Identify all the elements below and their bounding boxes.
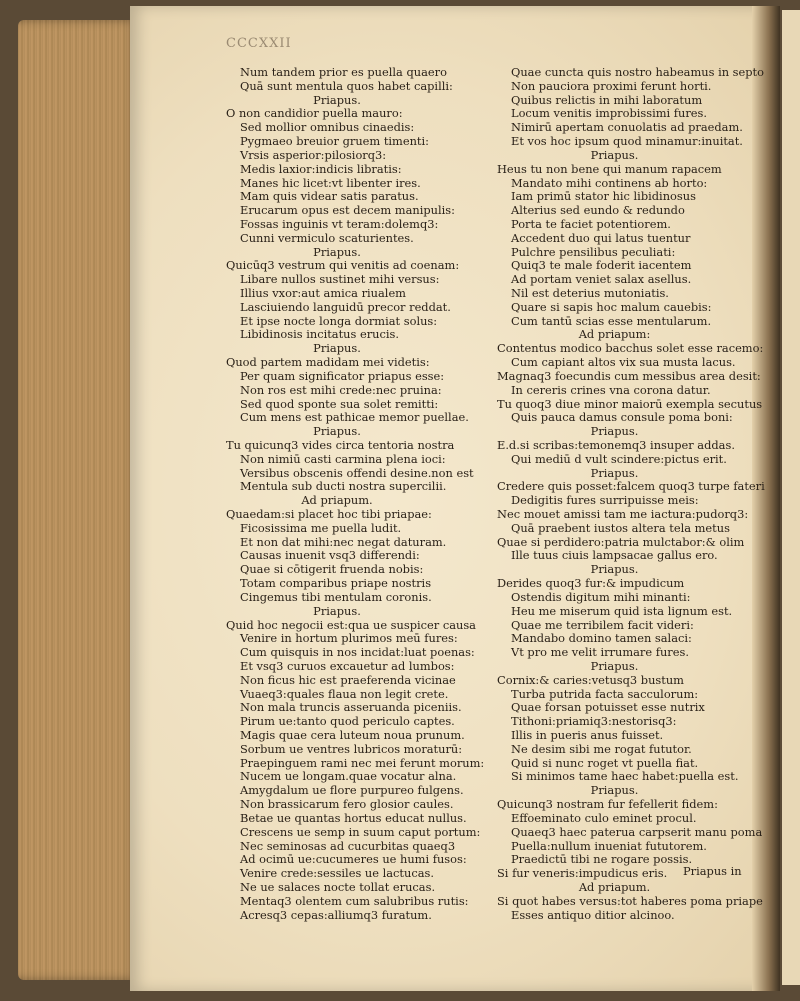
verse-line: Dedigitis fures surripuisse meis:	[511, 493, 699, 508]
verse-line: Venire crede:sessiles ue lactucas.	[240, 866, 434, 881]
verse-line: Vuaeq3:quales flaua non legit crete.	[240, 686, 449, 701]
verse-line: Cingemus tibi mentulam coronis.	[240, 589, 432, 604]
verse-line: Quae me terribilem facit videri:	[511, 617, 694, 632]
verse-line: Vt pro me velit irrumare fures.	[511, 645, 689, 660]
verse-line: Cornix:& caries:vetusq3 bustum	[497, 672, 684, 687]
verse-line: Non ros est mihi crede:nec pruina:	[240, 382, 442, 397]
verse-line: Nimirū apertam conuolatis ad praedam.	[511, 120, 743, 135]
verse-line: Amygdalum ue flore purpureo fulgens.	[240, 783, 464, 798]
verse-line: Quae cuncta quis nostro habeamus in septo	[511, 65, 764, 79]
left-text-column	[226, 66, 488, 922]
verse-line: Ille tuus ciuis lampsacae gallus ero.	[511, 548, 718, 563]
verse-line: Derides quoq3 fur:& impudicum	[497, 576, 685, 591]
section-heading: Priapus.	[590, 147, 639, 162]
verse-line: Causas inuenit vsq3 differendi:	[240, 548, 420, 563]
section-heading: Priapus.	[313, 603, 361, 618]
verse-line: Pirum ue:tanto quod periculo captes.	[240, 714, 455, 729]
verse-line: Ficosissima me puella ludit.	[240, 520, 402, 535]
section-heading: Priapus.	[313, 341, 361, 356]
verse-line: Quā sunt mentula quos habet capilli:	[240, 78, 453, 93]
verse-line: Betae ue quantas hortus educat nullus.	[240, 810, 467, 825]
verse-line: Totam comparibus priape nostris	[240, 576, 432, 591]
verse-line: Illis in pueris anus fuisset.	[511, 728, 664, 742]
verse-line: E.d.si scribas:temonemq3 insuper addas.	[497, 437, 735, 452]
verse-line: Acresq3 cepas:alliumq3 furatum.	[240, 907, 432, 922]
verse-line: Tu quoq3 diue minor maiorū exempla secutus	[497, 396, 763, 411]
verse-line: Mandato mihi continens ab horto:	[511, 175, 708, 190]
verse-line: Nil est deterius mutoniatis.	[511, 286, 669, 300]
verse-line: Illius vxor:aut amica riualem	[240, 286, 406, 300]
verse-line: Manes hic licet:vt libenter ires.	[240, 175, 421, 190]
verse-line: Mentula sub ducti nostra supercilii.	[240, 479, 447, 494]
verse-line: Cunni vermiculo scaturientes.	[240, 230, 414, 245]
verse-line: Lasciuiendo languidū precor reddat.	[240, 299, 451, 314]
verse-line: Ad portam veniet salax asellus.	[511, 272, 692, 287]
verse-line: Contentus modico bacchus solet esse racemo:	[497, 341, 764, 356]
verse-line: Tithoni:priamiq3:nestorisq3:	[511, 714, 677, 729]
verse-line: Magnaq3 foecundis cum messibus area desit:	[497, 368, 761, 383]
folio-number: CCCXXII	[226, 36, 292, 51]
verse-line: Quicūq3 vestrum qui venitis ad coenam:	[226, 258, 460, 273]
verse-line: Ad ocimū ue:cucumeres ue humi fusos:	[240, 852, 467, 867]
right-text-column	[497, 66, 772, 922]
verse-line: Quod partem madidam mei videtis:	[226, 355, 430, 370]
section-heading: Ad priapum:	[578, 327, 651, 342]
verse-line: Versibus obscenis offendi desine.non est	[240, 465, 474, 480]
verse-line: Et non dat mihi:nec negat daturam.	[240, 534, 447, 549]
verse-line: Sorbum ue ventres lubricos moraturū:	[240, 741, 463, 756]
verse-line: Ostendis digitum mihi minanti:	[511, 589, 691, 604]
verse-line: Quaedam:si placet hoc tibi priapae:	[226, 507, 432, 521]
verse-line: Medis laxior:indicis libratis:	[240, 161, 402, 176]
section-heading: Ad priapum.	[301, 493, 373, 508]
section-heading: Priapus.	[590, 465, 639, 480]
verse-line: Porta te faciet potentiorem.	[511, 216, 671, 231]
verse-line: Esses antiquo ditior alcinoo.	[511, 907, 675, 922]
verse-line: Nec seminosas ad cucurbitas quaeq3	[240, 838, 456, 853]
section-heading: Priapus.	[590, 424, 639, 439]
verse-line: Cum tantū scias esse mentularum.	[511, 313, 712, 328]
verse-line: Iam primū stator hic libidinosus	[511, 189, 696, 204]
verse-line: Fossas inguinis vt teram:dolemq3:	[240, 216, 439, 231]
section-heading: Priapus.	[313, 92, 361, 107]
verse-line: Pygmaeo breuior gruem timenti:	[240, 134, 429, 149]
verse-line: Accedent duo qui latus tuentur	[511, 230, 691, 245]
book-page-edge	[18, 20, 138, 980]
verse-line: Quicunq3 nostram fur fefellerit fidem:	[497, 797, 718, 812]
verse-line: Puella:nullum inueniat fututorem.	[511, 838, 707, 853]
verse-line: Crescens ue semp in suum caput portum:	[240, 824, 481, 839]
verse-line: Quā praebent iustos altera tela metus	[511, 520, 730, 535]
verse-line: Libidinosis incitatus erucis.	[240, 327, 399, 342]
verse-line: Et ipse nocte longa dormiat solus:	[240, 313, 438, 328]
verse-line: Cum mens est pathicae memor puellae.	[240, 410, 469, 425]
verse-line: Sed mollior omnibus cinaedis:	[240, 120, 415, 135]
verse-line: Heus tu non bene qui manum rapacem	[497, 161, 722, 176]
verse-line: O non candidior puella mauro:	[226, 106, 403, 121]
verse-line: Mam quis videar satis paratus.	[240, 189, 419, 204]
verse-line: Alterius sed eundo & redundo	[511, 203, 685, 218]
verse-line: Non mala truncis asseruanda piceniis.	[240, 700, 462, 715]
verse-line: Venire in hortum plurimos meū fures:	[240, 631, 458, 646]
section-heading: Priapus.	[313, 244, 361, 259]
verse-line: Praedictū tibi ne rogare possis.	[511, 852, 693, 867]
verse-line: Effoeminato culo eminet procul.	[511, 810, 697, 825]
verse-line: Cum quisquis in nos incidat:luat poenas:	[240, 645, 475, 660]
verse-line: Quiq3 te male foderit iacentem	[511, 258, 692, 273]
section-heading: Priapus.	[313, 424, 361, 439]
verse-line: Cum capiant altos vix sua musta lacus.	[511, 355, 736, 370]
verse-line: Si fur veneris:impudicus eris.	[497, 866, 668, 881]
verse-line: Et vsq3 curuos excauetur ad lumbos:	[240, 658, 455, 673]
verse-line: Turba putrida facta sacculorum:	[511, 686, 699, 701]
verse-line: Vrsis asperior:pilosiorq3:	[240, 147, 387, 162]
verse-line: Quis pauca damus consule poma boni:	[511, 410, 733, 425]
verse-line: Credere quis posset:falcem quoq3 turpe fateri	[497, 479, 765, 494]
verse-line: Ne desim sibi me rogat fututor.	[511, 741, 692, 756]
verse-line: Per quam significator priapus esse:	[240, 368, 445, 383]
verse-line: Locum venitis improbissimi fures.	[511, 106, 707, 121]
section-heading: Priapus.	[590, 783, 639, 798]
verse-line: Heu me miserum quid ista lignum est.	[511, 603, 733, 618]
verse-line: Si minimos tame haec habet:puella est.	[511, 769, 739, 784]
verse-line: Quare si sapis hoc malum cauebis:	[511, 299, 712, 314]
verse-line: Quid si nunc roget vt puella fiat.	[511, 755, 699, 770]
verse-line: Mandabo domino tamen salaci:	[511, 631, 692, 646]
verse-line: Non brassicarum fero glosior caules.	[240, 797, 454, 812]
section-heading: Ad priapum.	[578, 879, 651, 894]
verse-line: Quae si cōtigerit fruenda nobis:	[240, 562, 424, 577]
verse-line: Pulchre pensilibus peculiati:	[511, 244, 676, 259]
verse-line: Non nimiū casti carmina plena ioci:	[240, 451, 446, 466]
section-heading: Priapus.	[590, 658, 639, 673]
section-heading: Priapus.	[590, 562, 639, 577]
verse-line: Quaeq3 haec paterua carpserit manu poma	[511, 824, 763, 839]
verse-line: Praepinguem rami nec mei ferunt morum:	[240, 755, 485, 770]
verse-line: Magis quae cera luteum noua prunum.	[240, 728, 465, 742]
verse-line: Erucarum opus est decem manipulis:	[240, 203, 455, 218]
verse-line: Si quot habes versus:tot haberes poma priape	[497, 893, 763, 908]
verse-line: Ne ue salaces nocte tollat erucas.	[240, 879, 436, 894]
verse-line: Et vos hoc ipsum quod minamur:inuitat.	[511, 134, 743, 149]
verse-line: Libare nullos sustinet mihi versus:	[240, 272, 440, 287]
verse-line: Non ficus hic est praeferenda vicinae	[240, 672, 456, 687]
verse-line: Tu quicunq3 vides circa tentoria nostra	[226, 437, 455, 452]
facing-page-edge	[782, 10, 800, 985]
verse-line: Non pauciora proximi ferunt horti.	[511, 78, 712, 93]
verse-line: Quae si perdidero:patria mulctabor:& olim	[497, 534, 745, 549]
verse-line: Mentaq3 olentem cum salubribus rutis:	[240, 893, 469, 908]
verse-line: In cereris crines vna corona datur.	[511, 382, 711, 397]
verse-line: Quibus relictis in mihi laboratum	[511, 92, 703, 107]
verse-line: Qui mediū d vult scindere:pictus erit.	[511, 451, 727, 466]
verse-line: Nec mouet amissi tam me iactura:pudorq3:	[497, 507, 749, 521]
verse-line: Sed quod sponte sua solet remitti:	[240, 396, 439, 411]
catchword: Priapus in	[683, 864, 742, 878]
verse-line: Quae forsan potuisset esse nutrix	[511, 700, 705, 715]
verse-line: Num tandem prior es puella quaero	[240, 65, 447, 79]
verse-line: Nucem ue longam.quae vocatur alna.	[240, 769, 457, 784]
verse-line: Quid hoc negocii est:qua ue suspicer causa	[226, 617, 476, 632]
